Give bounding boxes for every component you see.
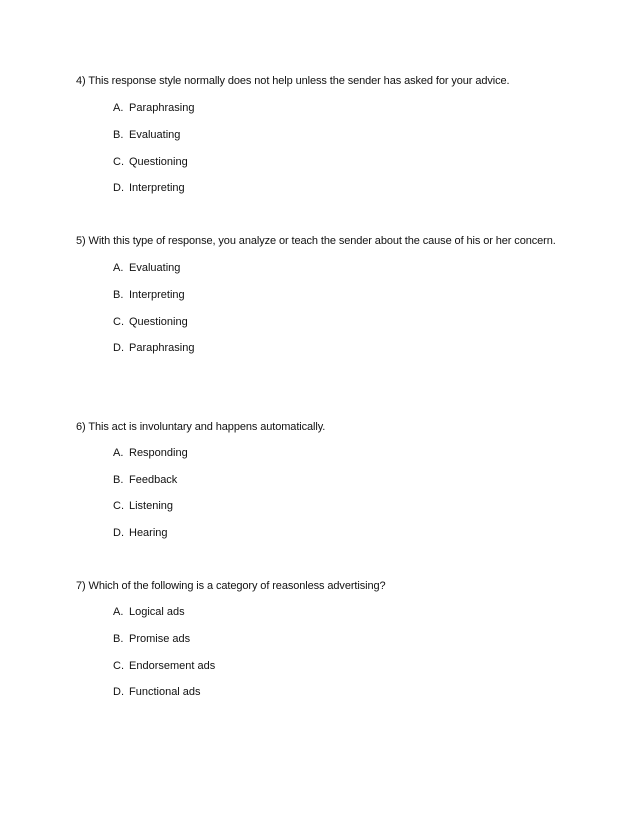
option-label: Logical ads <box>129 606 185 618</box>
option-d <box>113 685 201 699</box>
option-letter: B. <box>113 129 124 141</box>
option-letter: D. <box>113 342 124 354</box>
option-label: Listening <box>129 500 174 512</box>
option-label: Promise ads <box>129 633 191 645</box>
question-4 <box>76 74 596 194</box>
option-b <box>113 288 185 302</box>
option-c <box>113 155 188 169</box>
option-letter: C. <box>113 316 124 328</box>
option-letter: A. <box>113 102 124 114</box>
option-label: Evaluating <box>129 129 181 141</box>
option-a <box>113 446 188 460</box>
option-label: Paraphrasing <box>129 342 195 354</box>
option-letter: C. <box>113 156 124 168</box>
option-b <box>113 473 177 487</box>
option-letter: D. <box>113 182 124 194</box>
option-letter: C. <box>113 660 124 672</box>
option-letter: B. <box>113 474 124 486</box>
option-label: Responding <box>129 447 188 459</box>
question-5 <box>76 234 596 354</box>
question-text: 6) This act is involuntary and happens automatically. <box>76 421 326 433</box>
option-letter: A. <box>113 447 124 459</box>
option-label: Interpreting <box>129 182 185 194</box>
option-c <box>113 659 215 673</box>
option-label: Endorsement ads <box>129 660 216 672</box>
question-text: 5) With this type of response, you analyze or teach the sender about the cause of his or her concern. <box>76 235 556 247</box>
option-a <box>113 261 180 275</box>
option-label: Questioning <box>129 316 188 328</box>
option-label: Hearing <box>129 527 168 539</box>
option-c <box>113 315 188 329</box>
question-text: 7) Which of the following is a category of reasonless advertising? <box>76 580 386 592</box>
option-letter: D. <box>113 686 124 698</box>
option-d <box>113 341 194 355</box>
option-b <box>113 632 190 646</box>
option-letter: A. <box>113 262 124 274</box>
question-7 <box>76 579 596 698</box>
option-label: Interpreting <box>129 289 185 301</box>
option-d <box>113 181 185 195</box>
option-label: Feedback <box>129 474 178 486</box>
option-b <box>113 128 180 142</box>
option-a <box>113 101 194 115</box>
option-letter: B. <box>113 633 124 645</box>
option-label: Questioning <box>129 156 188 168</box>
option-letter: A. <box>113 606 124 618</box>
option-d <box>113 526 168 540</box>
option-c <box>113 499 173 513</box>
option-letter: B. <box>113 289 124 301</box>
option-a <box>113 605 185 619</box>
option-letter: C. <box>113 500 124 512</box>
option-label: Evaluating <box>129 262 181 274</box>
option-letter: D. <box>113 527 124 539</box>
question-6 <box>76 420 596 539</box>
question-text: 4) This response style normally does not help unless the sender has asked for your advice. <box>76 75 510 87</box>
option-label: Paraphrasing <box>129 102 195 114</box>
option-label: Functional ads <box>129 686 201 698</box>
